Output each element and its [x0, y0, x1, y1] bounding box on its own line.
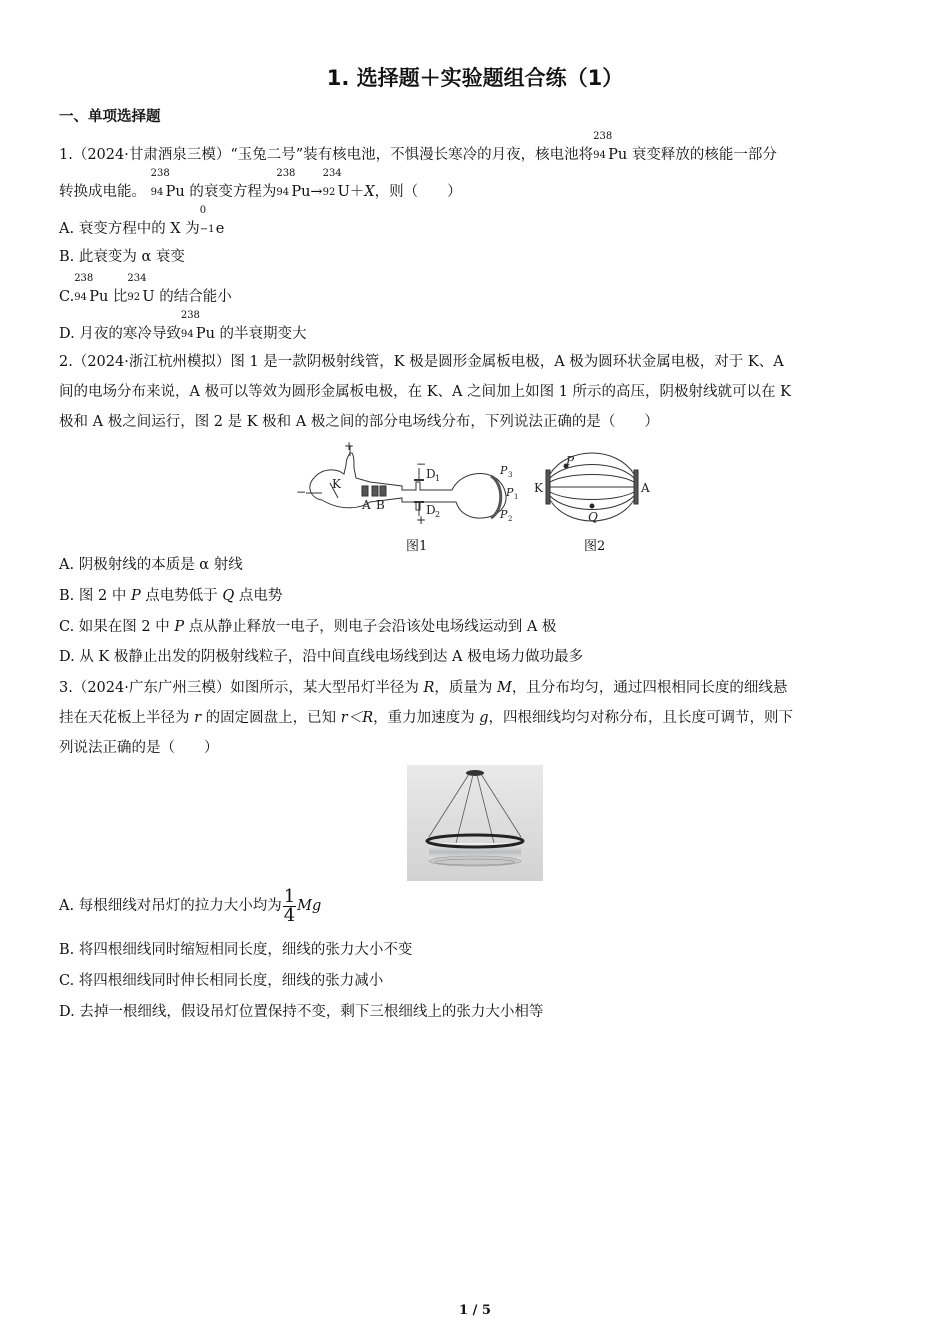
figure1-caption: 图1: [406, 539, 428, 554]
q1-text: Pu 衰变释放的核能一部分: [608, 147, 777, 163]
field-line: [550, 465, 634, 479]
pu-nuclide: 238 94: [593, 131, 613, 161]
svg-text:2: 2: [435, 510, 441, 519]
u-nuclide: 234 92: [322, 168, 342, 198]
figure2-caption: 图2: [584, 539, 606, 554]
q3-option-d: D. 去掉一根细线，假设吊灯位置保持不变，剩下三根细线上的张力大小相等: [59, 1004, 544, 1020]
d1-label: D: [426, 467, 436, 481]
q1-text: 1.（2024·甘肃酒泉三模）“玉兔二号”装有核电池，不惧漫长寒冷的月夜，核电池将: [59, 147, 594, 163]
pu-nuclide: 238 94: [276, 168, 296, 198]
cathode-ray-tube-figure: [292, 438, 527, 530]
q1-option-d: D. 月夜的寒冷导致 238 94 Pu 的半衰期变大: [59, 310, 307, 342]
quarter-fraction: $\frac{1}{4}$: [283, 885, 296, 926]
k-electrode: [546, 470, 550, 504]
q3-stem-line2: 挂在天花板上半径为 r 的固定圆盘上，已知 r＜R，重力加速度为 g，四根细线均匀对称分布，且长度可调节，则下: [59, 710, 794, 726]
anode-ring-a: [362, 486, 368, 496]
u-nuclide: 234 92: [127, 273, 147, 303]
field-line: [550, 475, 634, 483]
field-line: [550, 453, 634, 474]
d2-label: D: [426, 503, 436, 517]
a-label: A: [362, 498, 371, 512]
minus-label: −: [296, 485, 307, 499]
q3-option-c: C. 将四根细线同时伸长相同长度，细线的张力减小: [59, 973, 384, 989]
q3-option-b: B. 将四根细线同时缩短相同长度，细线的张力大小不变: [59, 942, 413, 958]
fig2-p-label: P: [566, 454, 575, 468]
q3-stem-line3: 列说法正确的是（ ）: [59, 740, 219, 756]
q2-option-b: B. 图 2 中 P 点电势低于 Q 点电势: [59, 588, 283, 604]
svg-text:−: −: [416, 457, 427, 471]
chandelier-photo: [407, 765, 543, 881]
svg-text:1: 1: [514, 493, 519, 501]
electron-symbol: 0 −1: [199, 205, 215, 235]
q1-option-b: B. 此衰变为 α 衰变: [59, 249, 185, 265]
pu-nuclide: 238 94: [180, 310, 200, 340]
electric-field-lines-figure: [528, 450, 658, 528]
q1-stem-line1: [59, 131, 777, 165]
q2-stem-line3: 极和 A 极之间运行，图 2 是 K 极和 A 极之间的部分电场线分布，下列说法正确的是（ ）: [59, 414, 659, 430]
q2-option-d: D. 从 K 极静止出发的阴极射线粒子，沿中间直线电场线到达 A 极电场力做功最多: [59, 649, 584, 665]
q2-stem-line1: 2.（2024·浙江杭州模拟）图 1 是一款阴极射线管，K 极是圆形金属板电极，A 极为圆环状金属电极，对于 K、A: [59, 354, 784, 370]
page-title: 1. 选择题＋实验题组合练（1）: [326, 66, 624, 90]
pu-nuclide: 238 94: [74, 273, 94, 303]
b-label: B: [376, 498, 385, 512]
fig2-q-label: Q: [588, 510, 598, 524]
point-q: [590, 504, 594, 508]
q3-option-a: A. 每根细线对吊灯的拉力大小均为 $\frac{1}{4}$ Mg: [59, 885, 322, 926]
svg-text:1: 1: [435, 474, 441, 483]
k-label: K: [332, 477, 341, 491]
p1-label: P: [506, 486, 514, 499]
svg-text:+: +: [416, 513, 427, 527]
q2-option-a: A. 阴极射线的本质是 α 射线: [59, 557, 243, 573]
q1-option-a: A. 衰变方程中的 X 为 0 −1 e: [59, 205, 225, 237]
q2-stem-line2: 间的电场分布来说，A 极可以等效为圆形金属板电极，在 K、A 之间加上如图 1 所示的高压，阴极射线就可以在 K: [59, 384, 791, 400]
anode-ring-b: [372, 486, 378, 496]
pu-nuclide: 238 94: [150, 168, 170, 198]
page-number: 1 / 5: [459, 1303, 491, 1318]
svg-text:3: 3: [508, 471, 513, 479]
p2-label: P: [500, 508, 508, 521]
field-line: [550, 492, 634, 500]
q2-option-c: C. 如果在图 2 中 P 点从静止释放一电子，则电子会沿该处电场线运动到 A 极: [59, 619, 557, 635]
crystal-bottom: [429, 856, 521, 866]
plus-label: +: [344, 439, 355, 453]
anode-ring-c: [380, 486, 386, 496]
fig2-a-label: A: [641, 481, 650, 495]
svg-text:2: 2: [508, 515, 513, 523]
p3-label: P: [500, 464, 508, 477]
a-electrode: [634, 470, 638, 504]
q1-stem-line2: 转换成电能。 238 94 Pu 的衰变方程为 238 94 Pu→ 234 92 U＋X，则（ ）: [59, 168, 462, 200]
q1-option-c: C. 238 94 Pu 比 234 92 U 的结合能小: [59, 273, 232, 305]
q3-stem-line1: 3.（2024·广东广州三模）如图所示，某大型吊灯半径为 R，质量为 M，且分布均匀，通过四根相同长度的细线悬: [59, 680, 788, 696]
fig2-k-label: K: [534, 481, 543, 495]
section-title: 一、单项选择题: [59, 109, 161, 125]
